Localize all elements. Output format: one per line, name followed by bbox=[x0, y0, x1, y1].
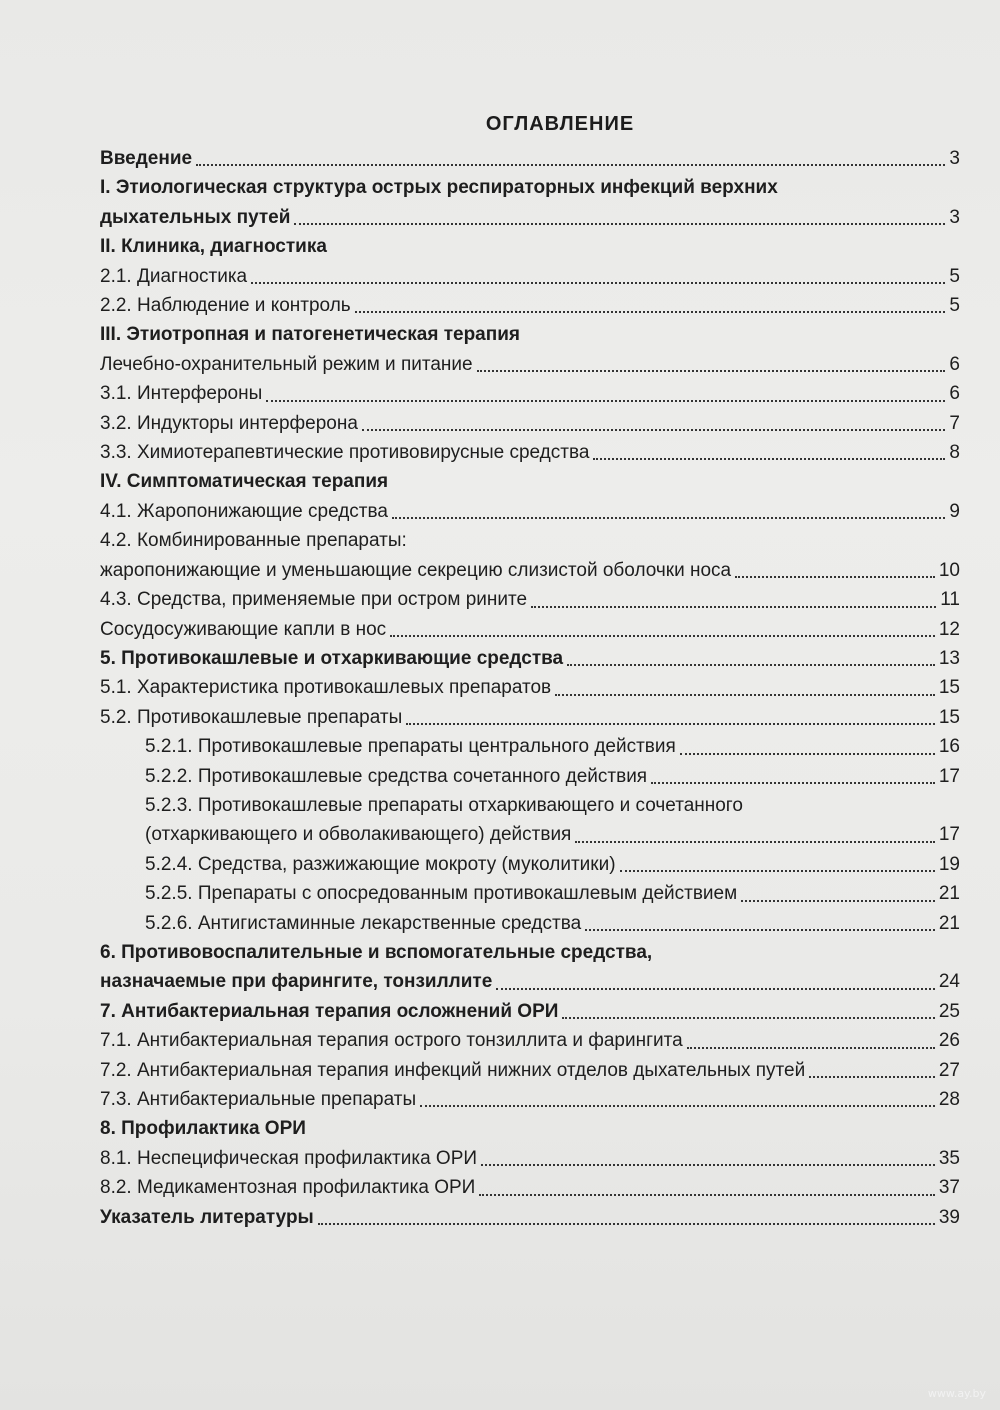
toc-entry-label: Сосудосуживающие капли в нос bbox=[100, 618, 387, 640]
toc-entry-section-6 bbox=[100, 967, 960, 996]
toc-page-number: 6 bbox=[949, 383, 960, 405]
dot-leader bbox=[809, 1076, 935, 1078]
toc-page-number: 27 bbox=[938, 1059, 960, 1081]
toc-entry-label: Лечебно-охранительный режим и питание bbox=[100, 353, 473, 375]
dot-leader bbox=[562, 1017, 934, 1019]
dot-leader bbox=[651, 782, 935, 784]
dot-leader bbox=[481, 1164, 935, 1166]
toc-entry-2-1 bbox=[100, 262, 960, 291]
toc-page-number: 17 bbox=[938, 824, 960, 846]
toc-entry-label: назначаемые при фарингите, тонзиллите bbox=[100, 971, 493, 993]
toc-entry-5-2-6 bbox=[100, 909, 960, 938]
toc-entry-5-2 bbox=[100, 703, 960, 732]
toc-page-number: 11 bbox=[940, 589, 960, 611]
toc-entry-5-2-3 bbox=[100, 820, 960, 849]
toc-page-number: 15 bbox=[938, 677, 960, 699]
toc-entry-label: 5.2. Противокашлевые препараты bbox=[100, 706, 403, 728]
toc-page-number: 3 bbox=[949, 148, 960, 169]
toc-entry-3-1 bbox=[100, 379, 960, 408]
toc-entry-label: (отхаркивающего и обволакивающего) действия bbox=[145, 824, 572, 846]
toc-entry-4-2 bbox=[100, 556, 960, 585]
dot-leader bbox=[496, 988, 935, 990]
dot-leader bbox=[355, 311, 946, 313]
toc-entry-label: 3.1. Интерфероны bbox=[100, 383, 263, 405]
toc-entry-7-1 bbox=[100, 1026, 960, 1055]
toc-page-number: 10 bbox=[938, 559, 960, 581]
toc-entry-label: 4.3. Средства, применяемые при остром рините bbox=[100, 589, 528, 611]
toc-entry-label: 7.2. Антибактериальная терапия инфекций нижних отделов дыхательных путей bbox=[100, 1059, 806, 1081]
dot-leader bbox=[362, 429, 946, 431]
toc-page-number: 5 bbox=[949, 295, 960, 317]
dot-leader bbox=[294, 223, 945, 225]
toc-page-number: 25 bbox=[938, 1000, 960, 1022]
toc-entry-4-1 bbox=[100, 497, 960, 526]
toc-section-heading-2: II. Клиника, диагностика bbox=[100, 236, 327, 258]
toc-page-number: 16 bbox=[938, 736, 960, 758]
toc-entry-4-2-heading: 4.2. Комбинированные препараты: bbox=[100, 530, 407, 552]
toc-entry-section-1 bbox=[100, 203, 960, 232]
toc-page-number: 6 bbox=[949, 353, 960, 375]
toc-entry-label: 2.1. Диагностика bbox=[100, 265, 248, 287]
dot-leader bbox=[420, 1105, 935, 1107]
toc-entry-8-1 bbox=[100, 1144, 960, 1173]
dot-leader bbox=[479, 1194, 935, 1196]
toc-page-number: 17 bbox=[938, 765, 960, 787]
toc-entry-label: дыхательных путей bbox=[100, 206, 291, 228]
toc-entry-nasal-drops bbox=[100, 615, 960, 644]
dot-leader bbox=[567, 664, 935, 666]
toc-entry-label: 5.2.5. Препараты с опосредованным противокашлевым действием bbox=[145, 883, 738, 905]
toc-entry-label: 3.2. Индукторы интерферона bbox=[100, 412, 358, 434]
toc-entry-label: Введение bbox=[100, 148, 193, 169]
toc-entry-section-7 bbox=[100, 997, 960, 1026]
dot-leader bbox=[735, 576, 935, 578]
toc-page-number: 21 bbox=[938, 883, 960, 905]
toc-page-number: 28 bbox=[938, 1089, 960, 1110]
toc-page-number: 5 bbox=[949, 265, 960, 287]
toc-page-number: 19 bbox=[938, 853, 960, 875]
toc-entry-3-2 bbox=[100, 409, 960, 438]
page-title: ОГЛАВЛЕНИЕ bbox=[485, 113, 635, 135]
dot-leader bbox=[392, 517, 945, 519]
toc-entry-label: 7.1. Антибактериальная терапия острого тонзиллита и фарингита bbox=[100, 1030, 683, 1052]
toc-page-number: 24 bbox=[938, 971, 960, 993]
toc-page-number: 13 bbox=[938, 647, 960, 669]
toc-entry-introduction bbox=[100, 144, 960, 173]
toc-entry-label: 3.3. Химиотерапевтические противовирусные средства bbox=[100, 442, 590, 464]
toc-page-number: 8 bbox=[949, 442, 960, 464]
toc-section-heading-4: IV. Симптоматическая терапия bbox=[100, 471, 389, 493]
toc-entry-label: 5.2.4. Средства, разжижающие мокроту (муколитики) bbox=[145, 853, 616, 875]
toc-entry-label: 5.2.2. Противокашлевые средства сочетанного действия bbox=[145, 765, 648, 787]
dot-leader bbox=[196, 164, 945, 166]
dot-leader bbox=[555, 694, 935, 696]
toc-section-heading-8: 8. Профилактика ОРИ bbox=[100, 1118, 306, 1140]
dot-leader bbox=[477, 370, 946, 372]
table-of-contents bbox=[100, 104, 960, 1232]
toc-entry-label: 7.3. Антибактериальные препараты bbox=[100, 1089, 417, 1110]
toc-entry-label: 2.2. Наблюдение и контроль bbox=[100, 295, 351, 317]
toc-entry-label: 8.2. Медикаментозная профилактика ОРИ bbox=[100, 1177, 476, 1199]
toc-entry-7-3 bbox=[100, 1085, 960, 1114]
toc-entry-label: жаропонижающие и уменьшающие секрецию слизистой оболочки носа bbox=[100, 559, 732, 581]
dot-leader bbox=[318, 1223, 935, 1225]
toc-entry-7-2 bbox=[100, 1056, 960, 1085]
dot-leader bbox=[266, 400, 945, 402]
dot-leader bbox=[741, 900, 935, 902]
toc-entry-5-2-2 bbox=[100, 762, 960, 791]
dot-leader bbox=[620, 870, 935, 872]
dot-leader bbox=[593, 458, 945, 460]
toc-page-number: 12 bbox=[938, 618, 960, 640]
toc-page-number: 37 bbox=[938, 1177, 960, 1199]
toc-section-heading-6: 6. Противовоспалительные и вспомогательные средства, bbox=[100, 941, 653, 963]
toc-entry-5-2-4 bbox=[100, 850, 960, 879]
dot-leader bbox=[531, 606, 936, 608]
site-watermark: www.ay.by bbox=[927, 1387, 986, 1400]
toc-entry-label: Указатель литературы bbox=[100, 1206, 314, 1228]
toc-page-number: 15 bbox=[938, 706, 960, 728]
dot-leader bbox=[575, 841, 935, 843]
toc-entry-4-3 bbox=[100, 585, 960, 614]
toc-entry-2-2 bbox=[100, 291, 960, 320]
toc-entry-references bbox=[100, 1203, 960, 1232]
toc-entry-label: 5.2.6. Антигистаминные лекарственные средства bbox=[145, 912, 582, 934]
toc-entry-section-5 bbox=[100, 644, 960, 673]
dot-leader bbox=[406, 723, 935, 725]
toc-entry-label: 5.1. Характеристика противокашлевых препаратов bbox=[100, 677, 552, 699]
toc-entry-5-2-3-heading: 5.2.3. Противокашлевые препараты отхаркивающего и сочетанного bbox=[145, 794, 743, 816]
toc-page-number: 21 bbox=[938, 912, 960, 934]
toc-page-number: 26 bbox=[938, 1030, 960, 1052]
toc-entry-5-2-1 bbox=[100, 732, 960, 761]
toc-section-heading-3: III. Этиотропная и патогенетическая терапия bbox=[100, 324, 520, 346]
toc-page-number: 35 bbox=[938, 1147, 960, 1169]
toc-entry-regime bbox=[100, 350, 960, 379]
toc-entry-label: 7. Антибактериальная терапия осложнений ОРИ bbox=[100, 1000, 559, 1022]
dot-leader bbox=[680, 753, 935, 755]
toc-entry-label: 8.1. Неспецифическая профилактика ОРИ bbox=[100, 1147, 478, 1169]
toc-page-number: 3 bbox=[949, 206, 960, 228]
toc-entry-label: 5. Противокашлевые и отхаркивающие средства bbox=[100, 647, 564, 669]
toc-entry-label: 4.1. Жаропонижающие средства bbox=[100, 500, 388, 522]
toc-entry-5-1 bbox=[100, 673, 960, 702]
toc-page-number: 39 bbox=[938, 1206, 960, 1228]
toc-page-number: 9 bbox=[949, 500, 960, 522]
toc-entry-5-2-5 bbox=[100, 879, 960, 908]
dot-leader bbox=[687, 1047, 935, 1049]
dot-leader bbox=[585, 929, 935, 931]
dot-leader bbox=[251, 282, 945, 284]
toc-entry-8-2 bbox=[100, 1173, 960, 1202]
dot-leader bbox=[390, 635, 935, 637]
toc-entry-label: 5.2.1. Противокашлевые препараты центрального действия bbox=[145, 736, 676, 758]
toc-page-number: 7 bbox=[949, 412, 960, 434]
toc-entry-3-3 bbox=[100, 438, 960, 467]
toc-section-heading-1: I. Этиологическая структура острых респираторных инфекций верхних bbox=[100, 177, 778, 199]
